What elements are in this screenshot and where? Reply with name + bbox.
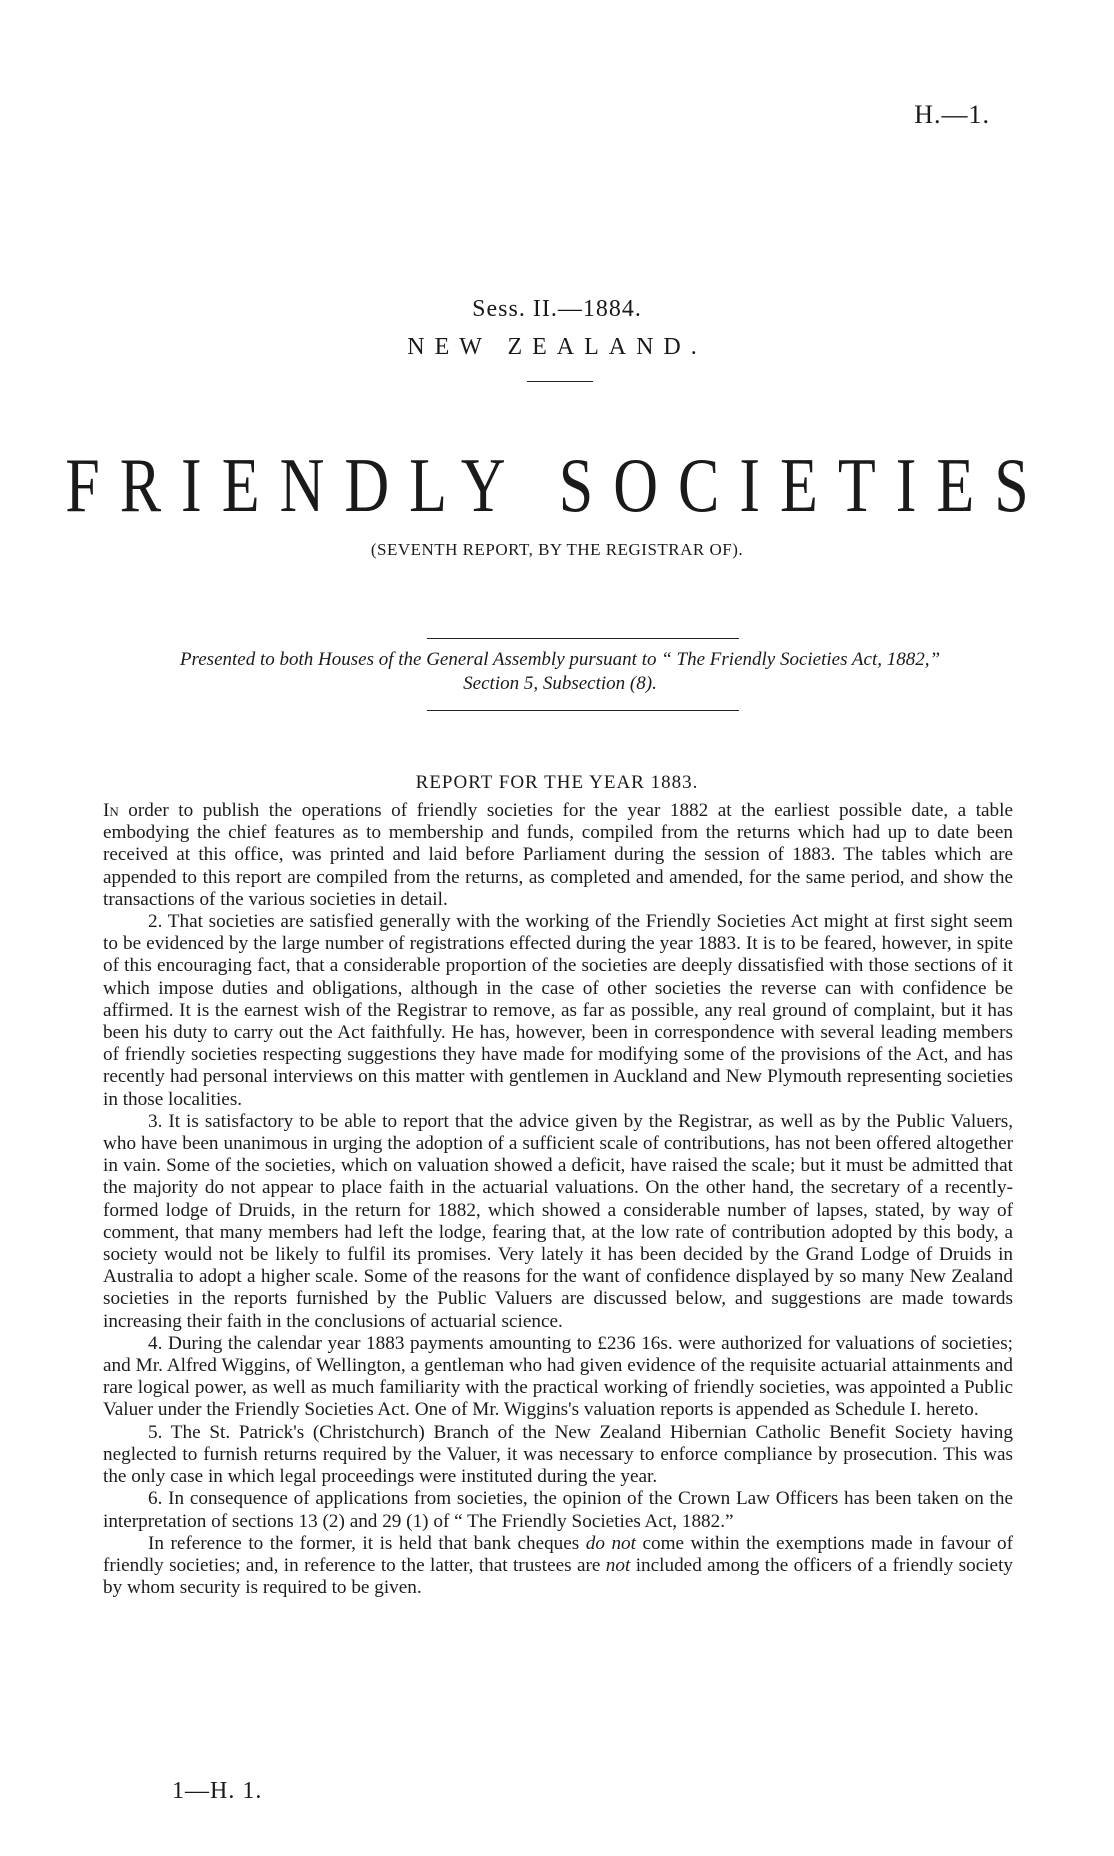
presented-line-2: Section 5, Subsection (8). <box>463 673 657 694</box>
paragraph-6: 6. In consequence of applications from societies, the opinion of the Crown Law Officers has been taken on the interpretation of sections 13 (2) and 29 (1) of “ The Friendly Societies Act, 1882.” <box>103 1488 1013 1532</box>
session-line: Sess. II.—1884. <box>472 296 642 322</box>
paragraph-3: 3. It is satisfactory to be able to report that the advice given by the Registrar, as well as by the Public Valuers, who have been unanimous in urging the adoption of a sufficient scale of contributions, has not been offered altogether in vain. Some of the societies, which on valuation showed a deficit, have raised the scale; but it must be admitted that the majority do not appear to place faith in the actuarial valuations. On the other hand, the secretary of a recently-formed lodge of Druids, in the return for 1882, which showed a considerable number of lapses, stated, by way of comment, that many members had left the lodge, fearing that, at the low rate of contribution adopted by this body, a society would not be likely to fulfil its promises. Very lately it has been decided by the Grand Lodge of Druids in Australia to adopt a higher scale. Some of the reasons for the want of confidence displayed by so many New Zealand societies in the reports furnished by the Public Valuers are discussed below, and suggestions are made towards increasing their faith in the conclusions of actuarial science. <box>103 1110 1013 1332</box>
report-heading: REPORT FOR THE YEAR 1883. <box>415 772 699 793</box>
paragraph-1 <box>103 800 1013 911</box>
paragraph-7-emphasis-a: do not <box>585 1532 636 1554</box>
paragraph-7 <box>103 1533 1013 1600</box>
paragraph-1-lead: In <box>103 800 119 821</box>
sheet-code: 1—H. 1. <box>172 1778 263 1804</box>
paragraph-5: 5. The St. Patrick's (Christchurch) Branch of the New Zealand Hibernian Catholic Benefit Society having neglected to furnish returns required by the Valuer, it was necessary to enforce compliance by prosecution. This was the only case in which legal proceedings were instituted during the year. <box>103 1421 1013 1488</box>
divider-bottom <box>427 710 739 711</box>
report-body <box>103 800 1013 1599</box>
paragraph-2: 2. That societies are satisfied generally with the working of the Friendly Societies Act might at first sight seem to be evidenced by the large number of registrations effected during the year 1883. It is to be feared, however, in spite of this encouraging fact, that a considerable proportion of the societies are deeply dissatisfied with those sections of it which impose duties and obligations, although in the case of other societies the reverse can with confidence be affirmed. It is the earnest wish of the Registrar to remove, as far as possible, any real ground of complaint, but it has been his duty to carry out the Act faithfully. He has, however, been in correspondence with several leading members of friendly societies respecting suggestions they have made for modifying some of the provisions of the Act, and has recently had personal interviews on this matter with gentlemen in Auckland and New Plymouth representing societies in those localities. <box>103 911 1013 1110</box>
paragraph-7-emphasis-b: not <box>605 1554 631 1576</box>
country-line: NEW ZEALAND. <box>407 334 707 360</box>
paragraph-4: 4. During the calendar year 1883 payments amounting to £236 16s. were authorized for valuations of societies; and Mr. Alfred Wiggins, of Wellington, a gentleman who had given evidence of the requisite actuarial attainments and rare logical power, as well as much familiarity with the practical working of friendly societies, was appointed a Public Valuer under the Friendly Societies Act. One of Mr. Wiggins's valuation reports is appended as Schedule I. hereto. <box>103 1332 1013 1421</box>
presented-line-1: Presented to both Houses of the General Assembly pursuant to “ The Friendly Societies Act, 1882,” <box>179 649 941 670</box>
divider-short <box>527 381 593 382</box>
document-title: FRIENDLY SOCIETIES <box>65 443 1049 529</box>
divider-top <box>427 638 739 639</box>
paragraph-7-part-c: included among the officers of a friendly society by whom security is required to be given. <box>103 1554 1013 1599</box>
page-code: H.—1. <box>914 100 990 129</box>
paragraph-7-part-a: In reference to the former, it is held that bank cheques <box>148 1532 586 1554</box>
paragraph-1-text: order to publish the operations of friendly societies for the year 1882 at the earliest possible date, a table embodying the chief features as to membership and funds, compiled from the returns which had up to date been received at this office, was printed and laid before Parliament during the session of 1883. The tables which are appended to this report are compiled from the returns, as completed and amended, for the same period, and show the transactions of the various societies in detail. <box>103 800 1013 910</box>
document-subtitle: (SEVENTH REPORT, BY THE REGISTRAR OF). <box>370 540 744 559</box>
presented-note <box>60 648 1060 696</box>
paragraph-7-part-b: come within the exemptions made in favour of friendly societies; and, in reference to the latter, that trustees are <box>103 1532 1013 1576</box>
